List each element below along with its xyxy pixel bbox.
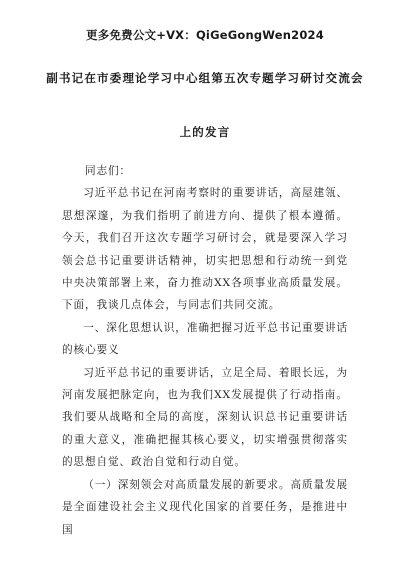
document-body <box>62 160 348 541</box>
greeting: 同志们： <box>85 165 131 177</box>
paragraph-section-1: 习近平总书记的重要讲话，立足全局、着眼长远，为河南发展把脉定向，也为我们XX发展提供了行动指南。我们要从战略和全局的高度，深刻认识总书记重要讲话的重大意义，准确把握其核心要义，切实增强贯彻落实的思想自觉、政治自觉和行动自觉。 <box>62 366 348 469</box>
document-title: 副书记在市委理论学习中心组第五次专题学习研讨交流会 <box>46 71 364 85</box>
section-heading-1: 一、深化思想认识，准确把握习近平总书记重要讲话的核心要义 <box>62 321 348 357</box>
paragraph-intro: 习近平总书记在河南考察时的重要讲话，高屋建瓴、思想深邃，为我们指明了前进方向、提供了根本遵循。今天，我们召开这次专题学习研讨会，就是要深入学习领会总书记重要讲话精神，切实把思想和行动统一到党中央决策部署上来，奋力推动XX各项事业高质量发展。下面，我谈几点体会，与同志们共同交流。 <box>62 187 348 312</box>
subsection-1-1: （一）深刻领会对高质量发展的新要求。高质量发展是全面建设社会主义现代化国家的首要任务，是推进中国 <box>62 478 348 536</box>
document-subtitle: 上的发言 <box>179 125 231 139</box>
promo-header: 更多免费公文+VX：QiGeGongWen2024 <box>86 28 324 42</box>
